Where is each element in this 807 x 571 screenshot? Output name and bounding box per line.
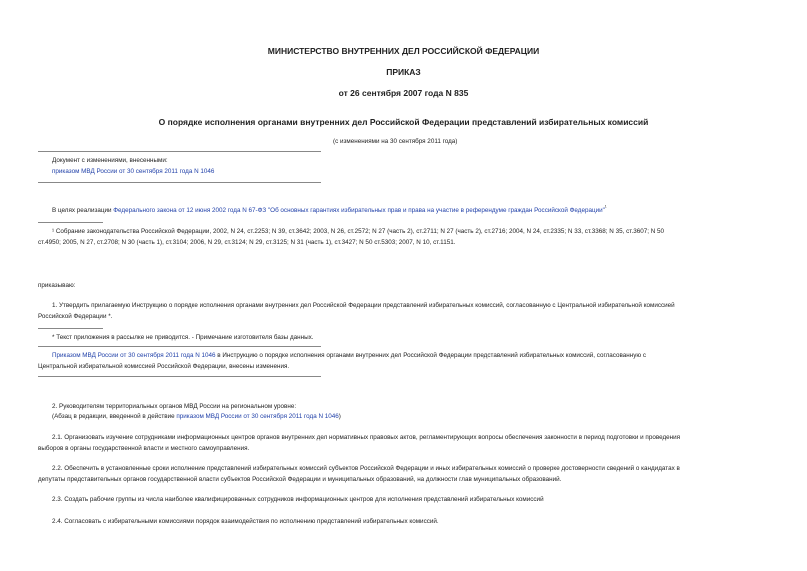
item1-line2: Российской Федерации *. (38, 313, 113, 320)
changes-link[interactable]: приказом МВД России от 30 сентября 2011 года N 1046 (52, 168, 215, 175)
footnote-divider (38, 328, 103, 329)
amendment-line2: Центральной избирательной комиссией Российской Федерации, внесены изменения. (38, 363, 290, 370)
changes-label: Документ с изменениями, внесенными: (52, 157, 168, 164)
item21-line1: 2.1. Организовать изучение сотрудниками информационных центров органов внутренних дел нормативных правовых актов, регламентирующих вопросы обеспечения законности в период подготовки и проведения (52, 434, 681, 441)
item2-note-suffix: ) (338, 413, 341, 420)
date-number-heading: от 26 сентября 2007 года N 835 (338, 88, 469, 98)
footnote2: * Текст приложения в рассылке не приводится. - Примечание изготовителя базы данных. (52, 334, 314, 341)
federal-law-link[interactable]: Федерального закона от 12 июня 2002 года N 67-ФЗ "Об основных гарантиях избирательных прав и права на участие в референдуме граждан Российской Федерации" (113, 207, 605, 215)
ministry-heading: МИНИСТЕРСТВО ВНУТРЕННИХ ДЕЛ РОССИЙСКОЙ ФЕДЕРАЦИИ (267, 46, 540, 56)
item1-line1: 1. Утвердить прилагаемую Инструкцию о порядке исполнения органами внутренних дел Российской Федерации представлений избирательных комиссий, согласованную с Центральной избирательной комиссией (52, 302, 675, 309)
item2-note-prefix: (Абзац в редакции, введенной в действие (52, 413, 177, 420)
divider (38, 376, 321, 377)
item2-note (52, 411, 341, 422)
preamble (52, 203, 607, 216)
order-word: приказываю: (38, 282, 76, 289)
divider (38, 346, 321, 347)
item2-line1: 2. Руководителям территориальных органов МВД России на региональном уровне: (52, 403, 297, 410)
doc-type-heading: ПРИКАЗ (386, 67, 421, 77)
revision-note: (с изменениями на 30 сентября 2011 года) (333, 138, 458, 145)
item22-line2: депутаты представительных органов государственной власти субъектов Российской Федерации и муниципальных образований, на должности глав муниципальных образований. (38, 476, 562, 483)
item24: 2.4. Согласовать с избирательными комиссиями порядок взаимодействия по исполнению представлений избирательных комиссий. (52, 518, 439, 525)
item23: 2.3. Создать рабочие группы из числа наиболее квалифицированных сотрудников информационных центров для исполнения представлений избирательных комиссий (52, 496, 544, 503)
footnote1-line2: ст.4950; 2005, N 27, ст.2708; N 30 (часть 1), ст.3104; 2006, N 29, ст.3124; N 29, ст.3125; N 31 (часть 1), ст.3427; N 50 ст.5303; 2007, N 10, ст.1151. (38, 239, 456, 246)
item21-line2: выборов в органы государственной власти и местного самоуправления. (38, 445, 250, 452)
divider (38, 151, 321, 152)
footnote-mark: ¹ (604, 205, 607, 211)
item2-note-link[interactable]: приказом МВД России от 30 сентября 2011 года N 1046 (176, 413, 339, 420)
divider (38, 182, 321, 183)
item22-line1: 2.2. Обеспечить в установленные сроки исполнение представлений избирательных комиссий субъектов Российской Федерации и иных избирательных комиссий о проверке достоверности сведений о кандидатах в (52, 465, 680, 472)
amendment-line1 (52, 350, 646, 361)
footnote1-line1: ¹ Собрание законодательства Российской Федерации, 2002, N 24, ст.2253; N 39, ст.3642; 2003, N 26, ст.2572; N 27 (часть 2), ст.2711; N 27 (часть 2), ст.2716; 2004, N 24, ст.2335; N 33, ст.3368; N 35, ст.3607; N 50 (52, 228, 665, 235)
preamble-text: В целях реализации (52, 207, 114, 215)
amendment-link[interactable]: Приказом МВД России от 30 сентября 2011 года N 1046 (52, 352, 216, 359)
footnote-divider (38, 222, 103, 223)
amendment-text: в Инструкцию о порядке исполнения органами внутренних дел Российской Федерации представлений избирательных комиссий, согласованную с (215, 352, 647, 359)
page-title: О порядке исполнения органами внутренних дел Российской Федерации представлений избирательных комиссий (158, 117, 649, 127)
